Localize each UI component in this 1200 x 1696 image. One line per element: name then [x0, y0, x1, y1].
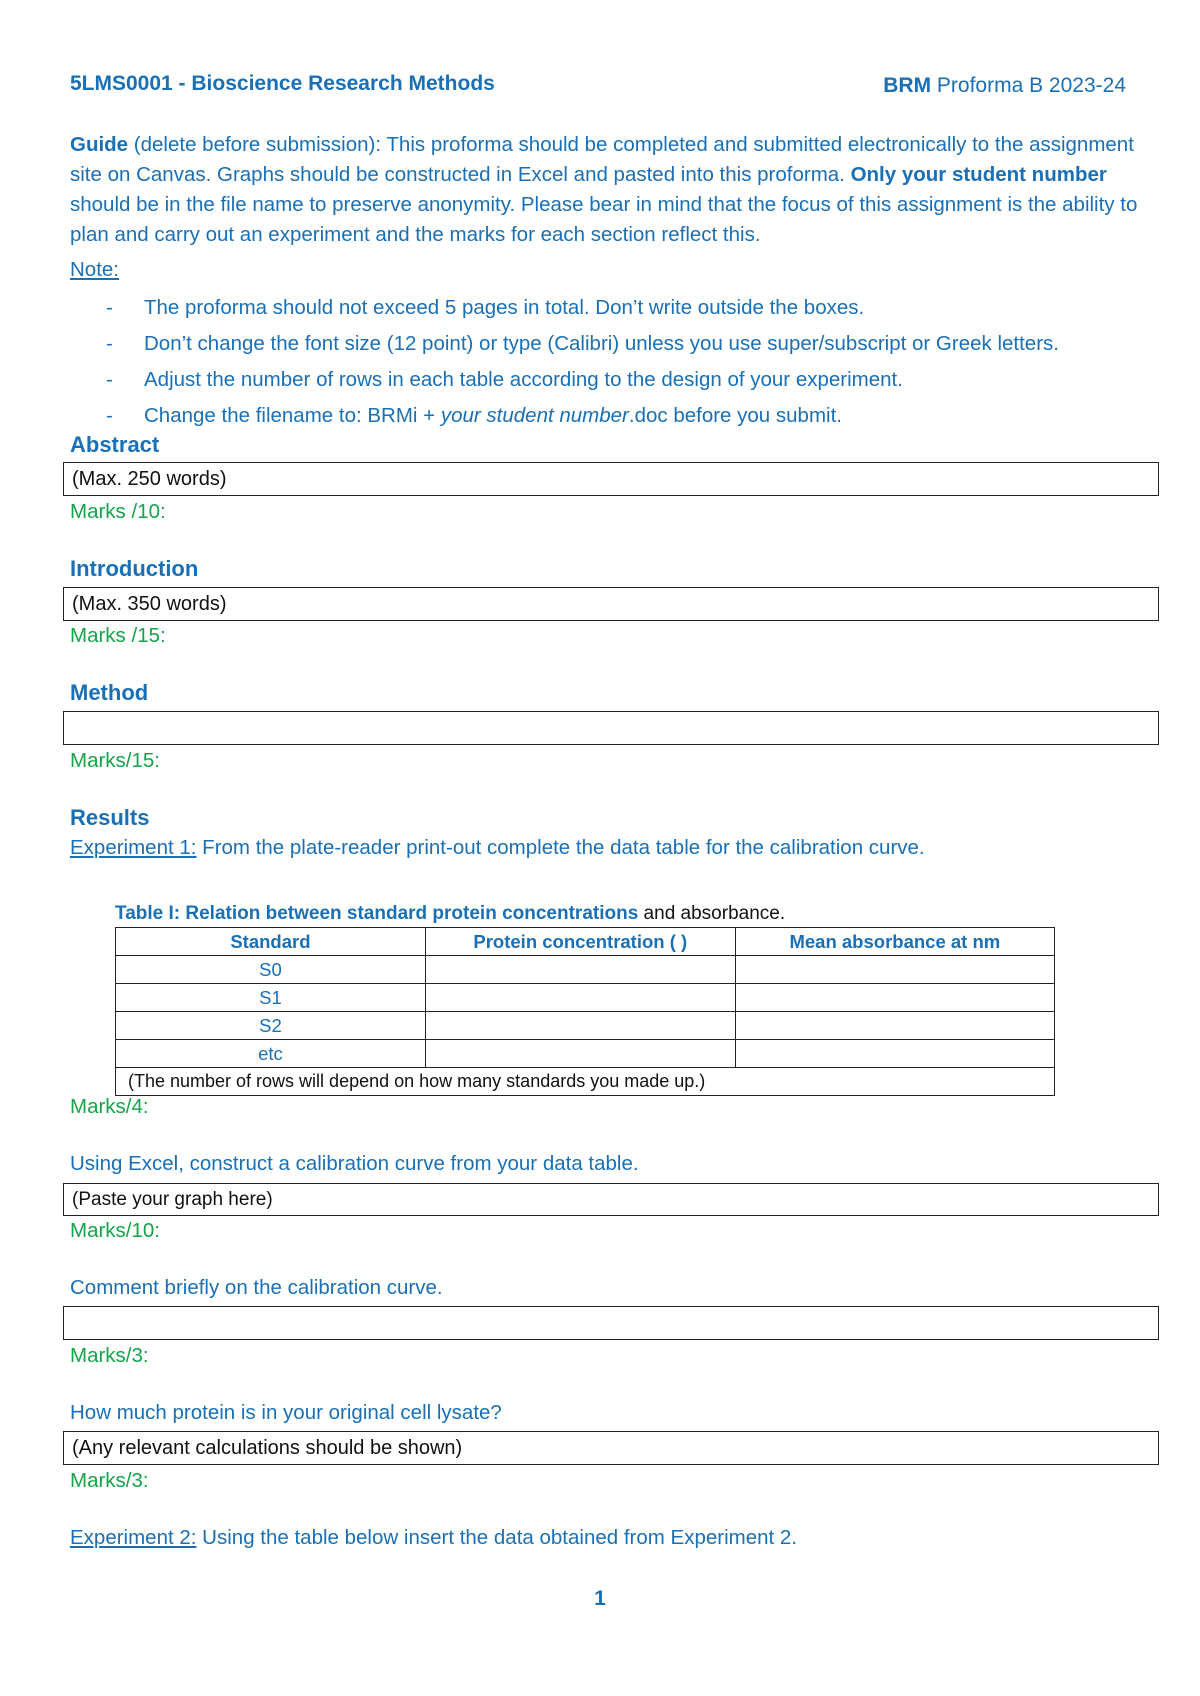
introduction-title: Introduction — [70, 556, 199, 581]
proforma-label-bold: BRM — [883, 74, 932, 97]
introduction-marks: Marks /15: — [70, 624, 166, 647]
note-bullet-4c: .doc before you submit. — [628, 404, 842, 427]
table-caption-bold: Table I: Relation between standard protein concentrations — [115, 903, 639, 924]
guide-paragraph — [70, 130, 1140, 250]
table-cell-concentration[interactable] — [425, 1012, 735, 1040]
note-bullet-text: Adjust the number of rows in each table according to the design of your experiment. — [144, 368, 903, 391]
proforma-label — [883, 74, 1126, 98]
note-label: Note: — [70, 258, 119, 281]
protein-question: How much protein is in your original cell lysate? — [70, 1401, 502, 1424]
note-bullet-list — [106, 290, 1059, 434]
calibration-table — [115, 927, 1055, 1096]
table-row — [116, 1012, 1055, 1040]
guide-paren: (delete before submission): — [128, 133, 387, 156]
document-code-title: 5LMS0001 - Bioscience Research Methods — [70, 72, 495, 95]
note-bullet-text: Don’t change the font size (12 point) or type (Calibri) unless you use super/subscript or Greek letters. — [144, 332, 1059, 355]
note-bullet-4b: your student number — [440, 404, 629, 427]
experiment-2-label: Experiment 2: — [70, 1526, 197, 1549]
results-title: Results — [70, 805, 150, 830]
table-row — [116, 956, 1055, 984]
protein-marks: Marks/3: — [70, 1469, 149, 1492]
table-note-row — [116, 1068, 1055, 1096]
experiment-2-instruction — [70, 1526, 797, 1550]
page-number: 1 — [594, 1587, 606, 1610]
table-marks: Marks/4: — [70, 1095, 149, 1118]
experiment-2-text: Using the table below insert the data obtained from Experiment 2. — [196, 1526, 798, 1549]
table-cell-absorbance[interactable] — [735, 984, 1054, 1012]
table-row — [116, 984, 1055, 1012]
note-bullet-text: The proforma should not exceed 5 pages in total. Don’t write outside the boxes. — [144, 296, 865, 319]
table-caption-rest: and absorbance. — [638, 903, 786, 924]
table-header-standard: Standard — [116, 928, 426, 956]
comment-input-box[interactable] — [63, 1306, 1159, 1340]
table-cell-concentration[interactable] — [425, 1040, 735, 1068]
table-cell-standard: S0 — [116, 956, 426, 984]
abstract-input-box[interactable]: (Max. 250 words) — [63, 462, 1159, 496]
guide-label: Guide — [70, 133, 129, 156]
table-cell-standard: S1 — [116, 984, 426, 1012]
method-title: Method — [70, 680, 149, 705]
guide-text-2: should be in the file name to preserve anonymity. Please bear in mind that the focus of this assignment is the ability to plan and carry out an experiment and the marks for each section reflect this. — [70, 193, 1138, 246]
comment-marks: Marks/3: — [70, 1344, 149, 1367]
table-cell-concentration[interactable] — [425, 956, 735, 984]
table-row — [116, 1040, 1055, 1068]
table-header-absorbance: Mean absorbance at nm — [735, 928, 1054, 956]
table-header-concentration: Protein concentration ( ) — [425, 928, 735, 956]
guide-text-1: This proforma should be completed and submitted electronically to the assignment site on Canvas. Graphs should be constructed in Excel and pasted into this proforma. — [70, 133, 1134, 186]
introduction-input-box[interactable]: (Max. 350 words) — [63, 587, 1159, 621]
note-bullet: - Don’t change the font size (12 point) or type (Calibri) unless you use super/subscript or Greek letters. — [106, 332, 1059, 355]
abstract-marks: Marks /10: — [70, 500, 166, 523]
experiment-1-label: Experiment 1: — [70, 836, 197, 859]
note-bullet-4a: Change the filename to: BRMi + — [144, 404, 441, 427]
method-marks: Marks/15: — [70, 749, 160, 772]
comment-question: Comment briefly on the calibration curve. — [70, 1276, 443, 1299]
experiment-1-instruction — [70, 836, 925, 860]
note-bullet: - The proforma should not exceed 5 pages in total. Don’t write outside the boxes. — [106, 296, 865, 319]
table-note: (The number of rows will depend on how many standards you made up.) — [116, 1068, 1055, 1096]
table-header-row — [116, 928, 1055, 956]
table-cell-absorbance[interactable] — [735, 1040, 1054, 1068]
graph-question: Using Excel, construct a calibration curve from your data table. — [70, 1152, 639, 1175]
abstract-title: Abstract — [70, 432, 160, 457]
protein-input-box[interactable]: (Any relevant calculations should be shown) — [63, 1431, 1159, 1465]
table-cell-standard: etc — [116, 1040, 426, 1068]
table-cell-absorbance[interactable] — [735, 1012, 1054, 1040]
proforma-label-rest: Proforma B 2023-24 — [931, 74, 1126, 97]
guide-bold-2: Only your student number — [850, 163, 1107, 186]
graph-marks: Marks/10: — [70, 1219, 160, 1242]
table-caption — [115, 903, 785, 925]
method-input-box[interactable] — [63, 711, 1159, 745]
table-cell-absorbance[interactable] — [735, 956, 1054, 984]
note-bullet: - Adjust the number of rows in each table according to the design of your experiment. — [106, 368, 903, 391]
experiment-1-text: From the plate-reader print-out complete the data table for the calibration curve. — [196, 836, 925, 859]
table-cell-concentration[interactable] — [425, 984, 735, 1012]
graph-paste-box[interactable]: (Paste your graph here) — [63, 1183, 1159, 1216]
note-bullet: - Change the filename to: BRMi + your student number.doc before you submit. — [106, 404, 842, 427]
table-cell-standard: S2 — [116, 1012, 426, 1040]
